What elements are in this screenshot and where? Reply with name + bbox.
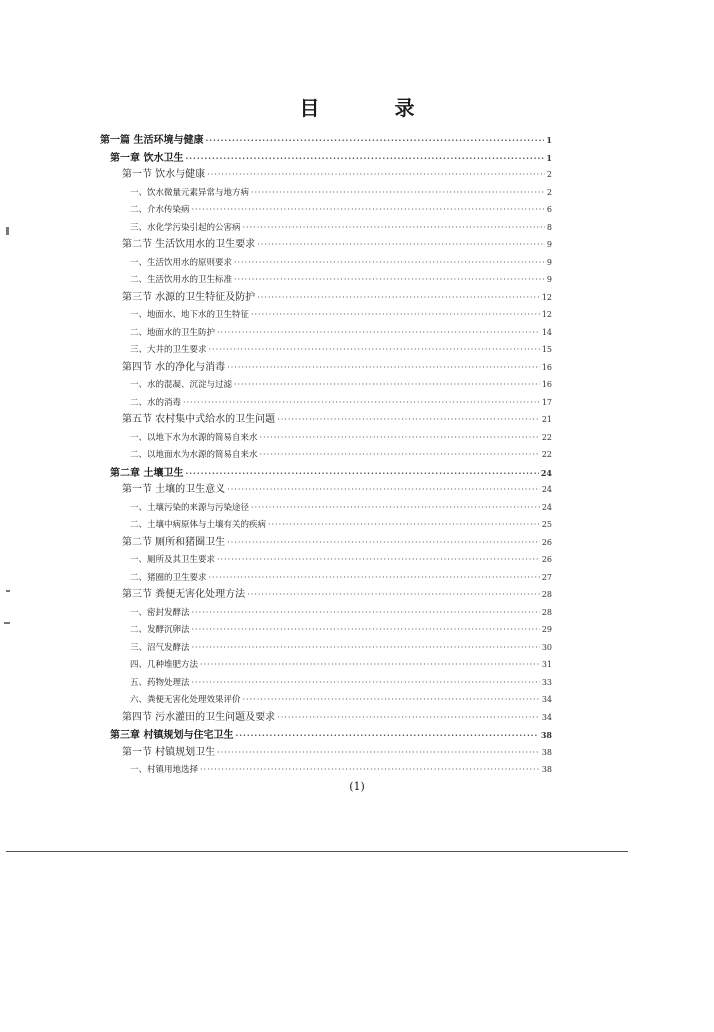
toc-leader-dots [185, 150, 544, 166]
toc-leader-dots [257, 290, 540, 306]
toc-entry-label: 一、生活饮用水的原则要求 [130, 257, 233, 268]
toc-entry-page: 33 [541, 677, 552, 687]
toc-entry-page: 29 [541, 625, 552, 634]
toc-leader-dots [243, 220, 545, 236]
toc-entry [130, 255, 552, 271]
toc-entry-page: 27 [541, 572, 552, 582]
toc-entry-page: 17 [541, 397, 552, 407]
toc-entry-label: 第一节 土壤的卫生意义 [122, 484, 226, 495]
toc-entry [130, 640, 552, 656]
toc-leader-dots [268, 517, 540, 533]
toc-entry-label: 三、沼气发酵法 [130, 642, 190, 653]
toc-entry-page: 6 [546, 205, 552, 214]
toc-entry [122, 360, 552, 376]
toc-entry-page: 2 [546, 187, 552, 197]
toc-entry [130, 272, 552, 288]
toc-entry-label: 三、水化学污染引起的公害病 [130, 222, 241, 233]
toc-entry-page: 24 [541, 485, 552, 494]
toc-entry [130, 325, 552, 341]
toc-leader-dots [200, 657, 540, 673]
toc-entry [130, 500, 552, 516]
toc-leader-dots [183, 395, 540, 411]
toc-leader-dots [200, 762, 540, 778]
toc-leader-dots [192, 640, 540, 656]
toc-entry [130, 377, 552, 393]
toc-entry-page: 1 [546, 152, 552, 163]
toc-leader-dots [243, 692, 540, 708]
toc-entry [122, 167, 552, 183]
toc-entry-label: 二、土壤中病原体与土壤有关的疾病 [130, 520, 267, 530]
scan-mark [6, 227, 9, 235]
toc-leader-dots [277, 710, 540, 726]
toc-leader-dots [227, 535, 540, 551]
toc-leader-dots [205, 132, 544, 148]
toc-leader-dots [251, 500, 540, 516]
toc-leader-dots [234, 377, 540, 393]
toc-entry [130, 430, 552, 446]
toc-entry [130, 185, 552, 201]
toc-entry-page: 12 [541, 310, 552, 319]
toc-entry-label: 六、粪便无害化处理效果评价 [130, 695, 241, 705]
toc-entry-label: 第一章 饮水卫生 [110, 152, 184, 164]
toc-entry-label: 一、水的混凝、沉淀与过滤 [130, 380, 233, 390]
toc-entry-page: 22 [541, 432, 552, 442]
toc-entry-label: 第一篇 生活环境与健康 [100, 135, 204, 146]
toc-entry-page: 9 [546, 257, 552, 267]
toc-entry-page: 12 [541, 292, 552, 302]
toc-leader-dots [207, 167, 545, 183]
toc-entry-label: 二、地面水的卫生防护 [130, 327, 216, 338]
toc-leader-dots [217, 745, 540, 761]
toc-entry-page: 31 [541, 660, 552, 669]
toc-entry-label: 一、厕所及其卫生要求 [130, 555, 216, 565]
toc-entry-label: 第五节 农村集中式给水的卫生问题 [122, 414, 276, 425]
toc-entry [130, 657, 552, 673]
toc-entry [130, 220, 552, 236]
toc-entry-label: 第四节 水的净化与消毒 [122, 361, 226, 373]
toc-entry-label: 第三节 水源的卫生特征及防护 [122, 291, 256, 303]
toc-entry-label: 二、以地面水为水源的简易自来水 [130, 450, 258, 460]
toc-entry-page: 16 [541, 362, 552, 372]
toc-entry [130, 552, 552, 568]
toc-entry-label: 一、土壤污染的来源与污染途径 [130, 502, 250, 513]
toc-leader-dots [192, 675, 540, 691]
toc-entry-label: 五、药物处理法 [130, 677, 190, 688]
toc-leader-dots [217, 552, 540, 568]
toc-leader-dots [227, 482, 540, 498]
toc-entry-label: 第四节 污水灌田的卫生问题及要求 [122, 711, 276, 723]
toc-entry [130, 517, 552, 533]
toc-entry-label: 第二节 厕所和猪圈卫生 [122, 536, 226, 548]
toc-entry-page: 34 [541, 712, 552, 722]
toc-entry-label: 第二章 土壤卫生 [110, 467, 184, 479]
toc-entry [130, 202, 552, 218]
toc-entry-label: 一、地面水、地下水的卫生特征 [130, 310, 250, 320]
bottom-rule [6, 851, 628, 852]
toc-leader-dots [192, 605, 540, 621]
toc-entry-label: 一、以地下水为水源的简易自来水 [130, 432, 258, 443]
toc-entry-label: 二、猪圈的卫生要求 [130, 572, 207, 583]
toc-leader-dots [185, 465, 538, 481]
toc-entry [130, 395, 552, 411]
page-number: (1) [349, 780, 365, 793]
toc-entry [122, 535, 552, 551]
toc-entry [130, 605, 552, 621]
toc-leader-dots [192, 622, 540, 638]
toc-entry [122, 710, 552, 726]
toc-leader-dots [234, 272, 545, 288]
toc-entry-page: 9 [546, 240, 552, 249]
toc-entry-label: 一、村镇用地选择 [130, 765, 199, 775]
toc-entry-label: 第三章 村镇规划与住宅卫生 [110, 730, 234, 741]
toc-entry [122, 587, 552, 603]
toc-entry-page: 14 [541, 327, 552, 337]
toc-entry-label: 第一节 饮水与健康 [122, 169, 206, 180]
page-title: 目 录 [299, 96, 449, 120]
toc-entry-page: 26 [541, 555, 552, 564]
toc-entry-page: 28 [541, 590, 552, 599]
toc-entry [130, 570, 552, 586]
toc-leader-dots [209, 570, 540, 586]
scan-mark [6, 590, 10, 592]
toc-entry-label: 二、发酵沉卵法 [130, 625, 190, 635]
toc-entry [130, 692, 552, 708]
toc-leader-dots [277, 412, 540, 428]
toc-entry [110, 727, 552, 743]
toc-entry [130, 447, 552, 463]
toc-leader-dots [251, 185, 545, 201]
toc-entry [130, 342, 552, 358]
toc-entry-label: 一、饮水微量元素异常与地方病 [130, 187, 250, 198]
toc-entry-page: 26 [541, 537, 552, 547]
toc-entry-page: 30 [541, 642, 552, 652]
toc-entry-page: 2 [546, 170, 552, 179]
toc-entry [110, 150, 552, 166]
toc-entry-page: 38 [541, 747, 552, 757]
toc-leader-dots [257, 237, 545, 253]
scan-mark [4, 622, 10, 624]
toc-entry-page: 21 [541, 415, 552, 424]
toc-entry-label: 二、生活饮用水的卫生标准 [130, 275, 233, 285]
toc-entry-page: 9 [546, 275, 552, 284]
toc-entry-label: 三、大井的卫生要求 [130, 345, 207, 355]
toc-entry-label: 第二节 生活饮用水的卫生要求 [122, 239, 256, 250]
toc-entry-page: 28 [541, 607, 552, 617]
toc-entry [110, 465, 552, 481]
toc-entry-page: 22 [541, 450, 552, 459]
toc-leader-dots [247, 587, 540, 603]
toc-entry [122, 290, 552, 306]
toc-leader-dots [234, 255, 545, 271]
toc-entry [122, 412, 552, 428]
toc-entry-label: 四、几种堆肥方法 [130, 660, 199, 670]
toc-entry-page: 38 [540, 730, 552, 740]
toc-entry-label: 二、介水传染病 [130, 205, 190, 215]
toc-entry [122, 482, 552, 498]
toc-entry-page: 8 [546, 222, 552, 232]
toc-leader-dots [235, 727, 538, 743]
toc-entry [130, 622, 552, 638]
toc-entry-page: 24 [541, 502, 552, 512]
toc-entry-label: 二、水的消毒 [130, 397, 182, 408]
toc-entry [122, 237, 552, 253]
toc-entry [100, 132, 552, 148]
toc-leader-dots [227, 360, 540, 376]
toc-entry-page: 34 [541, 695, 552, 704]
toc-entry [130, 762, 552, 778]
toc-entry [130, 307, 552, 323]
toc-entry-label: 第一节 村镇规划卫生 [122, 746, 216, 758]
toc-entry-label: 一、密封发酵法 [130, 607, 190, 618]
toc-leader-dots [192, 202, 545, 218]
toc-entry-page: 38 [541, 765, 552, 774]
toc-entry-label: 第三节 粪便无害化处理方法 [122, 589, 246, 600]
toc-leader-dots [260, 447, 540, 463]
toc-leader-dots [209, 342, 540, 358]
toc-entry [122, 745, 552, 761]
toc-entry-page: 1 [546, 135, 552, 145]
toc-entry-page: 16 [541, 380, 552, 389]
toc-leader-dots [217, 325, 540, 341]
toc-entry [130, 675, 552, 691]
toc-leader-dots [251, 307, 540, 323]
toc-entry-page: 25 [541, 520, 552, 529]
toc-entry-page: 24 [540, 467, 552, 478]
toc-leader-dots [260, 430, 540, 446]
toc-entry-page: 15 [541, 345, 552, 354]
